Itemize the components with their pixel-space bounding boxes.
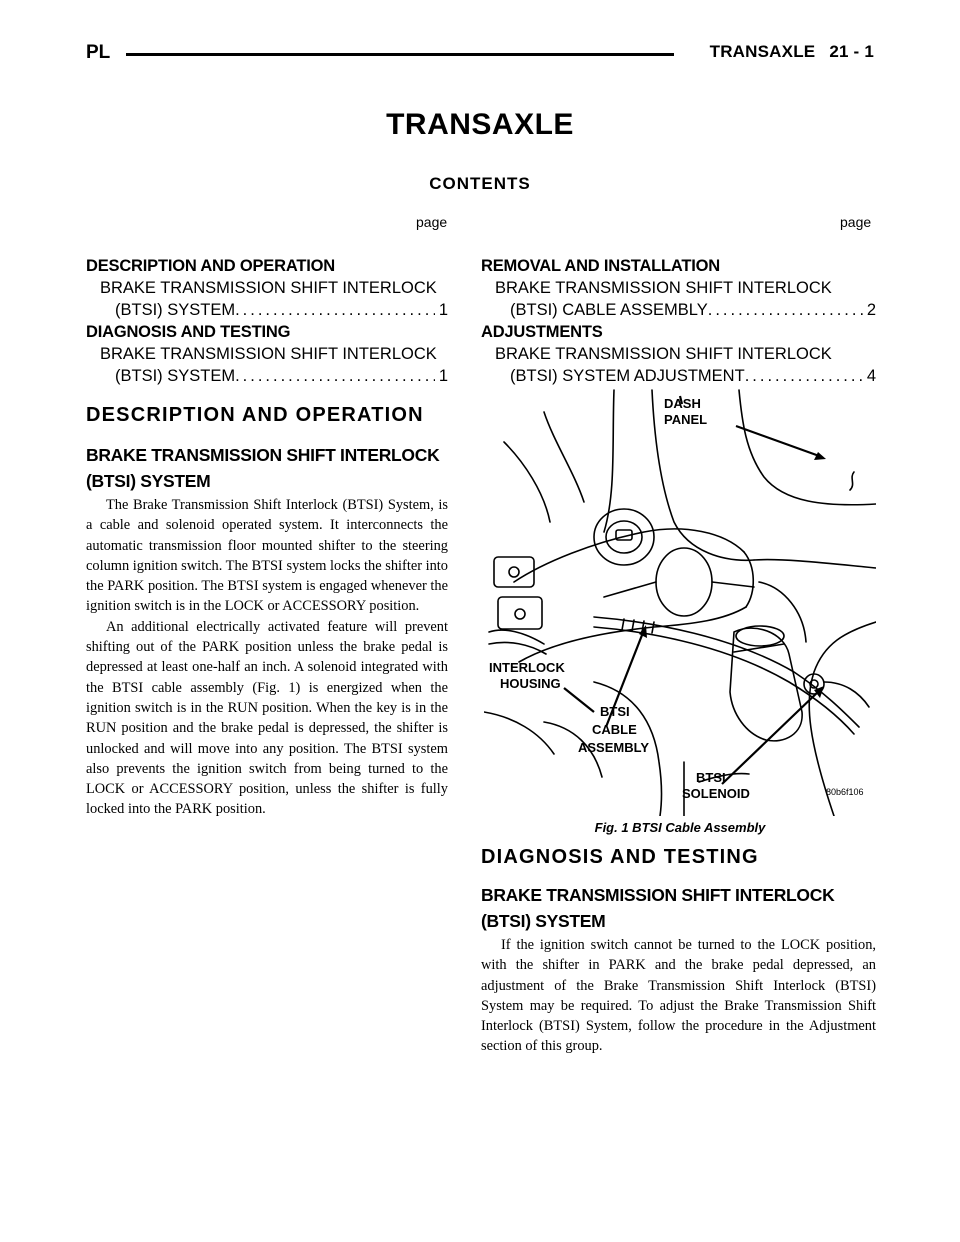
toc-entry-text: (BTSI) SYSTEM <box>115 367 236 385</box>
toc-right-column <box>481 255 876 387</box>
toc-section-title[interactable]: DIAGNOSIS AND TESTING <box>86 323 291 341</box>
paragraph: If the ignition switch cannot be turned to the LOCK position, with the shifter in PARK and the brake pedal depressed, an adjustment of the Brake Transmission Shift Interlock (BTSI) System may be required. To adjust the Brake Transmission Shift Interlock (BTSI) System, follow the procedure in the Adjustment section of this group. <box>481 937 876 1055</box>
toc-entry-text: (BTSI) SYSTEM ADJUSTMENT <box>510 367 745 385</box>
label-dash-panel: DASH <box>664 396 701 411</box>
contents-page-label-left: page <box>416 214 448 230</box>
toc-entry-row[interactable] <box>86 299 448 321</box>
toc-page-number: 1 <box>438 367 448 385</box>
subheading-line: (BTSI) SYSTEM <box>481 911 606 931</box>
label-dash-panel: PANEL <box>664 412 708 427</box>
header-rule <box>126 53 674 56</box>
figure-code: 80b6f106 <box>826 787 864 797</box>
toc-entry-row[interactable] <box>481 299 876 321</box>
toc-page-number: 1 <box>438 301 448 319</box>
description-heading: DESCRIPTION AND OPERATION <box>86 404 424 426</box>
label-interlock-housing: HOUSING <box>500 676 561 691</box>
header-right <box>696 42 874 62</box>
header-section-name: TRANSAXLE <box>709 42 816 61</box>
toc-entry-line[interactable]: BRAKE TRANSMISSION SHIFT INTERLOCK <box>100 279 437 297</box>
diagnosis-subheading <box>481 882 834 934</box>
subheading-line: (BTSI) SYSTEM <box>86 471 211 491</box>
description-body <box>86 495 448 820</box>
toc-entry-text: (BTSI) CABLE ASSEMBLY <box>510 301 708 319</box>
diagnosis-heading: DIAGNOSIS AND TESTING <box>481 846 759 868</box>
figure-illustration <box>484 382 876 816</box>
subheading-line: BRAKE TRANSMISSION SHIFT INTERLOCK <box>86 445 440 465</box>
label-btsi-cable-assembly: ASSEMBLY <box>578 740 650 755</box>
toc-dot-leader <box>708 299 863 321</box>
header-page-number: 21 - 1 <box>829 42 874 61</box>
toc-entry-row[interactable] <box>86 365 448 387</box>
description-subheading <box>86 442 439 494</box>
label-btsi-cable-assembly: BTSI <box>600 704 630 719</box>
toc-entry-line[interactable]: BRAKE TRANSMISSION SHIFT INTERLOCK <box>495 345 832 363</box>
toc-entry-text: (BTSI) SYSTEM <box>115 301 236 319</box>
toc-dot-leader <box>235 299 435 321</box>
page-title: TRANSAXLE <box>386 108 574 141</box>
label-btsi-solenoid: SOLENOID <box>682 786 750 801</box>
label-interlock-housing: INTERLOCK <box>489 660 565 675</box>
toc-dot-leader <box>235 365 435 387</box>
diagnosis-body <box>481 935 876 1057</box>
contents-page-label-right: page <box>840 214 872 230</box>
toc-section-title[interactable]: ADJUSTMENTS <box>481 323 603 341</box>
header-manual-code: PL <box>86 42 111 63</box>
btsi-cable-assembly-figure <box>484 382 876 816</box>
toc-left-column <box>86 255 448 387</box>
subheading-line: BRAKE TRANSMISSION SHIFT INTERLOCK <box>481 885 835 905</box>
toc-page-number: 4 <box>866 367 876 385</box>
toc-section-title[interactable]: DESCRIPTION AND OPERATION <box>86 257 335 275</box>
toc-entry-line[interactable]: BRAKE TRANSMISSION SHIFT INTERLOCK <box>495 279 832 297</box>
toc-page-number: 2 <box>866 301 876 319</box>
label-btsi-solenoid: BTSI <box>696 770 726 785</box>
label-btsi-cable-assembly: CABLE <box>592 722 637 737</box>
paragraph: The Brake Transmission Shift Interlock (BTSI) System, is a cable and solenoid operated system. It interconnects the automatic transmission floor mounted shifter to the steering column ignition switch. The BTSI system locks the shifter into the PARK position. The BTSI system is engaged whenever the ignition switch is in the LOCK or ACCESSORY position. <box>86 497 448 615</box>
figure-caption: Fig. 1 BTSI Cable Assembly <box>594 820 766 835</box>
contents-heading: CONTENTS <box>429 174 531 193</box>
page-header <box>86 42 874 66</box>
toc-section-title[interactable]: REMOVAL AND INSTALLATION <box>481 257 721 275</box>
toc-entry-line[interactable]: BRAKE TRANSMISSION SHIFT INTERLOCK <box>100 345 437 363</box>
paragraph: An additional electrically activated feature will prevent shifting out of the PARK position unless the brake pedal is depressed at least one-half an inch. A solenoid integrated with the BTSI cable assembly (Fig. 1) is energized when the ignition switch is in the RUN position. When the key is in the RUN position and the brake pedal is depressed, the shifter is unlocked and will move into any position. The BTSI system also prevents the ignition switch from being turned to the LOCK or ACCESSORY position, unless the shifter is fully locked into the PARK position. <box>86 618 448 818</box>
